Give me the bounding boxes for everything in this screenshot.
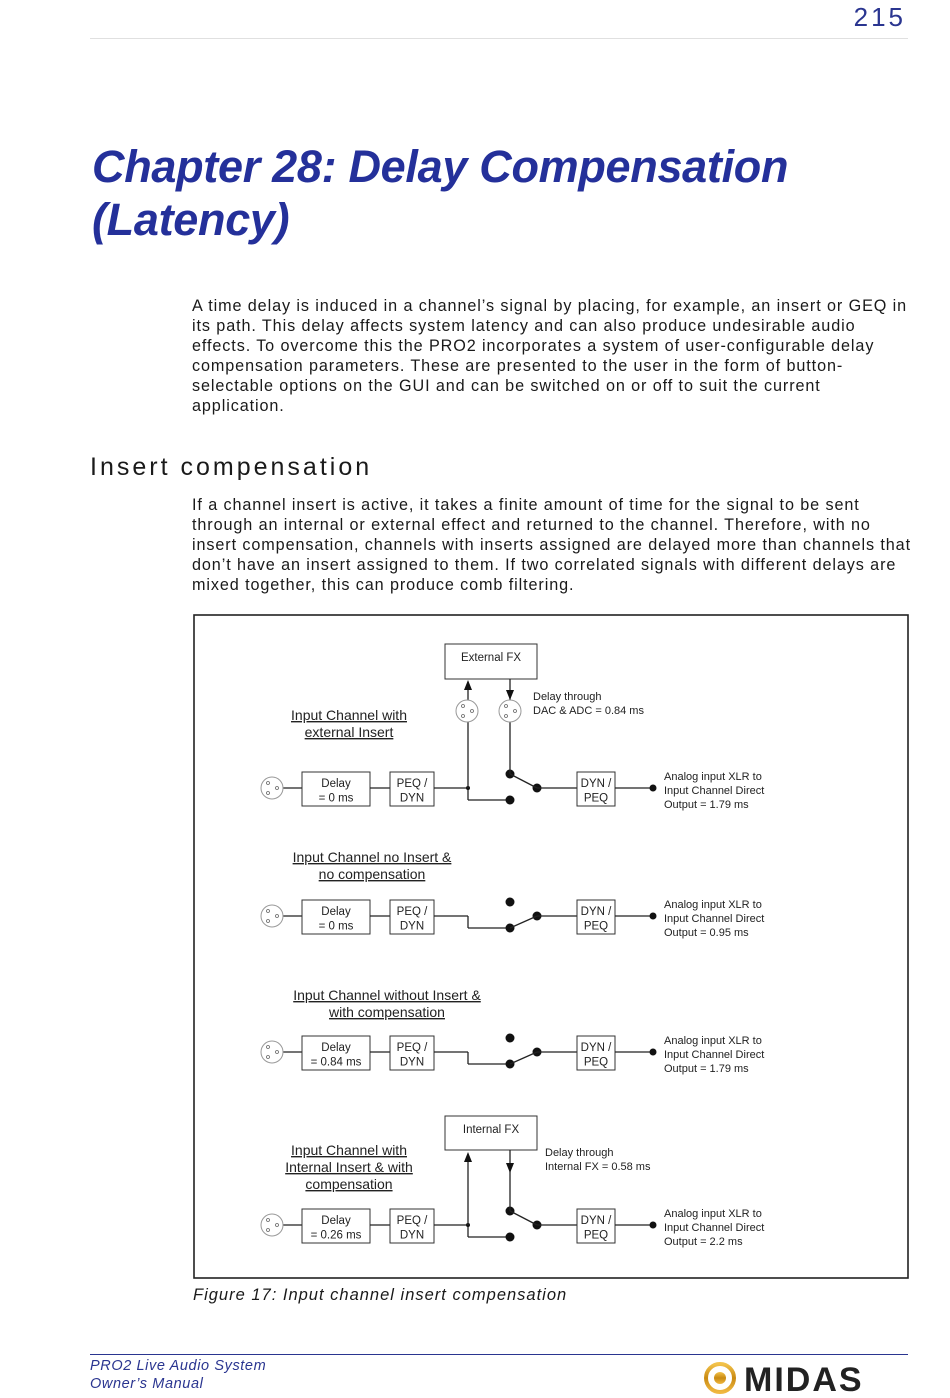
- peq-dyn-box-label: PEQ /: [396, 778, 428, 790]
- dyn-peq-box-label: DYN /: [580, 906, 612, 918]
- delay-box-label: Delay: [321, 778, 351, 790]
- output-label: Analog input XLR to: [664, 1208, 762, 1220]
- output-label: Output = 2.2 ms: [664, 1236, 743, 1248]
- midas-logo: [704, 1360, 910, 1394]
- peq-dyn-box-label: DYN: [399, 920, 425, 933]
- internal-delay-label: Delay through: [545, 1147, 614, 1159]
- page-number: 215: [853, 2, 906, 32]
- peq-dyn-box-label: PEQ /: [396, 1215, 428, 1227]
- row-title: Input Channel with: [291, 707, 407, 723]
- xlr-connector-icon: [261, 777, 283, 799]
- section-heading: Insert compensation: [90, 453, 373, 481]
- delay-box-label: = 0 ms: [318, 792, 354, 805]
- dyn-peq-box-label: PEQ: [583, 1056, 609, 1069]
- insert-compensation-diagram: [193, 614, 909, 1279]
- title-line-2: (Latency): [92, 194, 290, 245]
- output-label: Output = 1.79 ms: [664, 799, 749, 811]
- output-label: Input Channel Direct: [664, 913, 765, 925]
- xlr-connector-icon: [261, 1214, 283, 1236]
- connection-dot: [506, 796, 515, 805]
- row-title: with compensation: [329, 1004, 445, 1020]
- xlr-connector-icon: [261, 1041, 283, 1063]
- dac-delay-label: DAC & ADC = 0.84 ms: [533, 705, 644, 717]
- dyn-peq-box-label: PEQ: [583, 792, 609, 805]
- dac-delay-label: Delay through: [533, 691, 602, 703]
- connection-dot: [650, 1222, 657, 1229]
- connection-dot: [650, 913, 657, 920]
- figure-diagram: [193, 614, 909, 1279]
- chapter-title: [92, 140, 788, 246]
- output-label: Analog input XLR to: [664, 899, 762, 911]
- dyn-peq-box-label: PEQ: [583, 1229, 609, 1242]
- row-title: external Insert: [304, 724, 394, 740]
- output-label: Analog input XLR to: [664, 1035, 762, 1047]
- xlr-connector-icon: [456, 700, 478, 722]
- figure-caption: Figure 17: Input channel insert compensation: [193, 1286, 568, 1304]
- internal-delay-label: Internal FX = 0.58 ms: [545, 1161, 651, 1173]
- title-line-1: Chapter 28: Delay Compensation: [92, 141, 789, 192]
- output-label: Output = 1.79 ms: [664, 1063, 749, 1075]
- delay-box-label: Delay: [321, 1042, 351, 1054]
- output-label: Input Channel Direct: [664, 1049, 765, 1061]
- peq-dyn-box-label: DYN: [399, 792, 425, 805]
- row-title: Input Channel with: [291, 1142, 407, 1158]
- xlr-connector-icon: [261, 905, 283, 927]
- footer-rule: [90, 1354, 908, 1355]
- connection-dot: [650, 785, 657, 792]
- xlr-connector-icon: [499, 700, 521, 722]
- peq-dyn-box-label: DYN: [399, 1229, 425, 1242]
- footer-product: PRO2 Live Audio System: [90, 1358, 267, 1374]
- delay-box-label: = 0.26 ms: [310, 1229, 362, 1242]
- row-title: no compensation: [318, 866, 426, 882]
- connection-dot: [506, 1034, 515, 1043]
- delay-box-label: = 0 ms: [318, 920, 354, 933]
- dyn-peq-box-label: DYN /: [580, 778, 612, 790]
- row-title: Internal Insert & with: [285, 1159, 413, 1175]
- output-label: Input Channel Direct: [664, 1222, 765, 1234]
- section-paragraph: If a channel insert is active, it takes a finite amount of time for the signal to be sent through an internal or external effect and returned to the channel. Therefore, with no insert compensation, channels with inserts assigned are delayed more than channels that don’t have an insert assigned to them. If two correlated signals with different delays are mixed together, this can produce comb filtering.: [192, 496, 911, 594]
- footer-manual: Owner’s Manual: [90, 1376, 204, 1392]
- peq-dyn-box-label: PEQ /: [396, 1042, 428, 1054]
- header-rule: [90, 38, 908, 39]
- peq-dyn-box-label: PEQ /: [396, 906, 428, 918]
- delay-box-label: = 0.84 ms: [310, 1056, 362, 1069]
- delay-box-label: Delay: [321, 1215, 351, 1227]
- row-title: compensation: [305, 1176, 393, 1192]
- connection-dot: [506, 1233, 515, 1242]
- delay-box-label: Delay: [321, 906, 351, 918]
- row-title: Input Channel no Insert &: [292, 849, 452, 865]
- intro-paragraph: A time delay is induced in a channel’s signal by placing, for example, an insert or GEQ in its path. This delay affects system latency and can also produce undesirable audio effects. To overcome this the PRO2 incorporates a system of user-configurable delay compensation parameters. These are presented to the user in the form of button-selectable options on the GUI and can be switched on or off to suit the current application.: [192, 297, 908, 415]
- svg-text:MIDAS: MIDAS: [744, 1361, 864, 1394]
- output-label: Analog input XLR to: [664, 771, 762, 783]
- row-title: Input Channel without Insert &: [293, 987, 481, 1003]
- dyn-peq-box-label: DYN /: [580, 1215, 612, 1227]
- output-label: Input Channel Direct: [664, 785, 765, 797]
- peq-dyn-box-label: DYN: [399, 1056, 425, 1069]
- output-label: Output = 0.95 ms: [664, 927, 749, 939]
- internal-fx-label: Internal FX: [462, 1124, 520, 1136]
- external-fx-label: External FX: [460, 652, 522, 664]
- dyn-peq-box-label: DYN /: [580, 1042, 612, 1054]
- dyn-peq-box-label: PEQ: [583, 920, 609, 933]
- connection-dot: [506, 898, 515, 907]
- connection-dot: [650, 1049, 657, 1056]
